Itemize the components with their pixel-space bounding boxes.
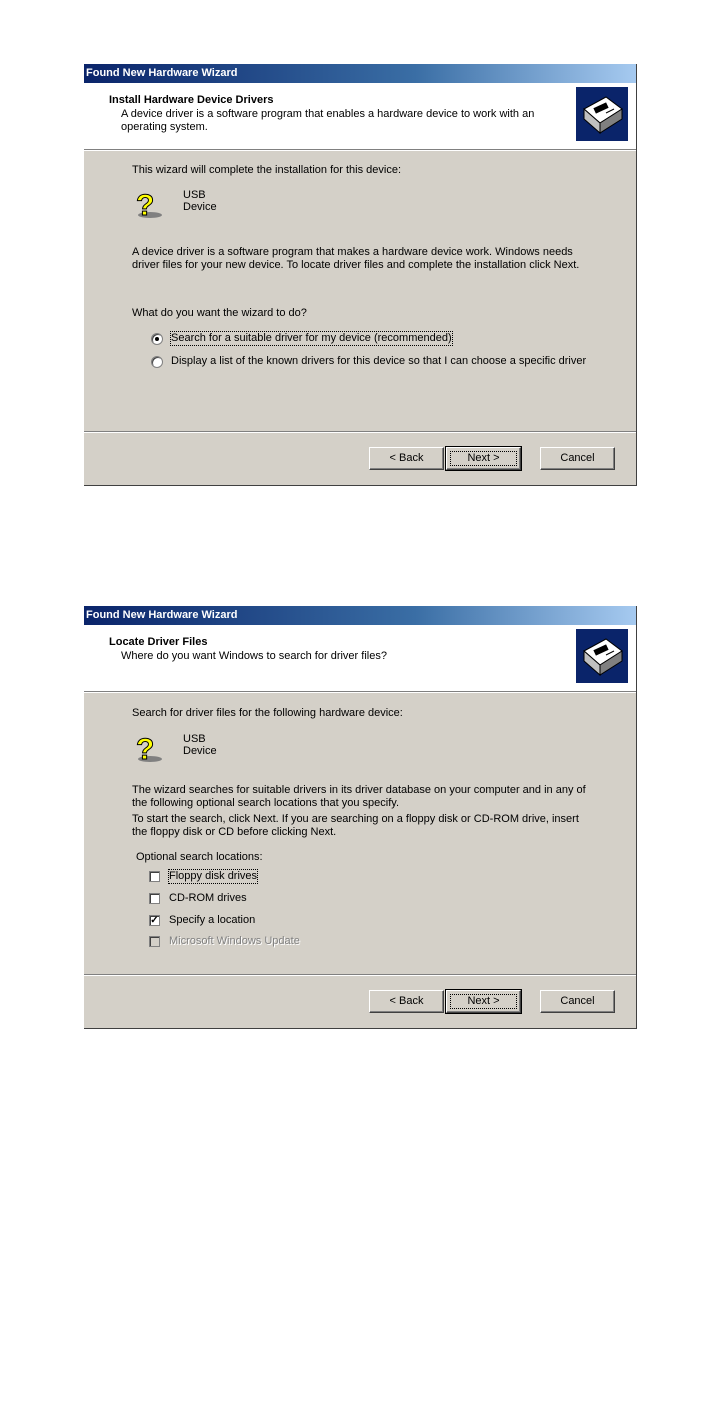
hardware-wizard-icon xyxy=(576,629,628,683)
back-button[interactable]: < Back xyxy=(369,990,444,1013)
next-button-label: Next > xyxy=(447,448,520,469)
next-button[interactable] xyxy=(446,990,521,1013)
svg-text:?: ? xyxy=(136,733,155,764)
device-name: USB Device xyxy=(183,733,217,757)
button-separator xyxy=(84,431,636,433)
back-button[interactable]: < Back xyxy=(369,447,444,470)
cdrom-label: CD-ROM drives xyxy=(169,892,247,904)
specify-location-label: Specify a location xyxy=(169,914,256,926)
device-name: USB Device xyxy=(183,189,217,213)
description-text-2: To start the search, click Next. If you are searching on a floppy disk or CD-ROM drive, insert the floppy disk or CD before clicking Next. xyxy=(132,813,579,838)
wizard-header xyxy=(84,625,636,692)
option-display-label: Display a list of the known drivers for this device so that I can choose a specific driver xyxy=(171,355,587,367)
windows-update-label: Microsoft Windows Update xyxy=(169,935,300,947)
description-text-1: The wizard searches for suitable drivers in its driver database on your computer and in any of the following optional search locations that you specify. xyxy=(132,784,586,809)
header-subtitle: A device driver is a software program that enables a hardware device to work with an operating system. xyxy=(121,108,535,133)
floppy-label: Floppy disk drives xyxy=(169,870,258,882)
button-separator xyxy=(84,974,636,976)
floppy-checkbox-box[interactable] xyxy=(149,871,160,882)
intro-text: This wizard will complete the installation for this device: xyxy=(132,164,402,176)
wizard-body xyxy=(84,151,636,429)
description-text: A device driver is a software program that makes a hardware device work. Windows needs driver files for your new device. To locate driver files and complete the installation click Next. xyxy=(132,246,580,271)
cancel-button[interactable]: Cancel xyxy=(540,990,615,1013)
specify-location-checkbox-box[interactable]: ✓ xyxy=(150,915,159,926)
hardware-wizard-icon xyxy=(576,87,628,141)
intro-text: Search for driver files for the following hardware device: xyxy=(132,707,403,719)
install-drivers-dialog xyxy=(84,64,637,486)
next-button-label: Next > xyxy=(447,991,520,1012)
wizard-body xyxy=(84,693,636,972)
window-title: Found New Hardware Wizard xyxy=(84,606,636,625)
unknown-device-question-icon xyxy=(132,186,166,220)
option-search-label: Search for a suitable driver for my device (recommended) xyxy=(171,332,452,344)
question-text: What do you want the wizard to do? xyxy=(132,307,307,319)
radio-search-driver[interactable] xyxy=(151,333,163,345)
locate-driver-files-dialog xyxy=(84,606,637,1029)
wizard-header xyxy=(84,83,636,150)
header-title: Locate Driver Files xyxy=(109,636,208,648)
radio-display-list[interactable] xyxy=(151,356,163,368)
svg-text:?: ? xyxy=(136,189,155,220)
next-button[interactable] xyxy=(446,447,521,470)
header-subtitle: Where do you want Windows to search for driver files? xyxy=(121,650,387,662)
windows-update-checkbox-box xyxy=(149,936,160,947)
cancel-button[interactable]: Cancel xyxy=(540,447,615,470)
optional-locations-label: Optional search locations: xyxy=(136,851,263,863)
header-title: Install Hardware Device Drivers xyxy=(109,94,274,106)
cdrom-checkbox-box[interactable] xyxy=(149,893,160,904)
window-title: Found New Hardware Wizard xyxy=(84,64,636,83)
unknown-device-question-icon xyxy=(132,730,166,764)
